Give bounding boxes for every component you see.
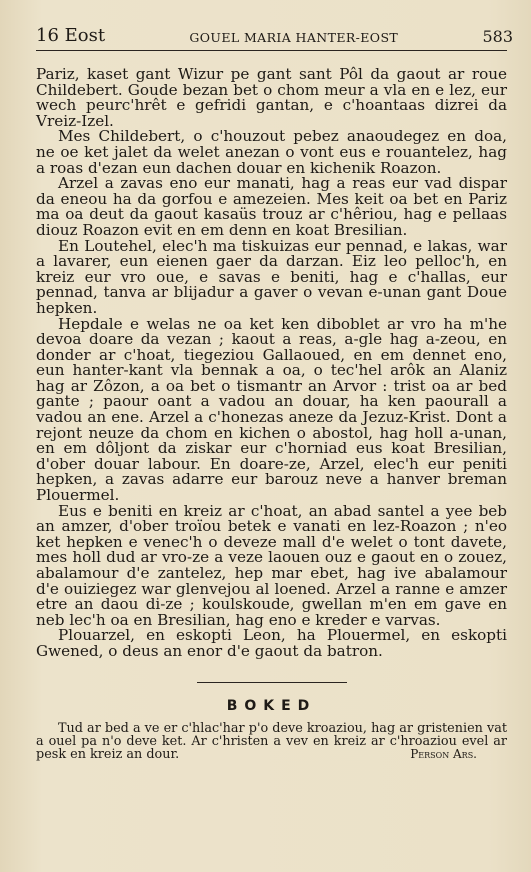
header-date: 16 Eost: [36, 25, 106, 46]
page-header: [36, 18, 513, 51]
article-body: [36, 67, 507, 660]
paragraph-4: En Loutehel, elec'h ma tiskuizas eur pennad, e lakas, war a lavarer, eun eienen gaer da darzan. Eiz leo pelloc'h, en kreiz eur vro oue, e savas e beniti, hag e c'hallas, eur pennad, tanva ar blijadur a gaver o vevan e-unan gant Doue hepken.: [36, 236, 507, 317]
paragraph-7: Plouarzel, en eskopti Leon, ha Plouermel, en eskopti Gwened, o deus an enor d'e gaout da batron.: [36, 626, 507, 660]
boked-quote-text: Tud ar bed a ve er c'hlac'har p'o deve kroaziou, hag ar gristenien vat a ouel pa n'o deve ket. Ar c'hristen a vev en kreiz ar c'hroaziou evel ar pesk en kreiz an dour.: [36, 720, 507, 763]
paragraph-5: Hepdale e welas ne oa ket ken diboblet ar vro ha m'he devoa doare da vezan ; kaout a reas, a-gle hag a-zeou, en donder ar c'hoat, tiegeziou Gallaoued, en em dennet eno, eun hanter-kant vla bennak a oa, o tec'hel arôk an Alaniz hag ar Zôzon, a oa bet o tismantr an Arvor : trist oa ar bed gante ; paour oant a vadou an douar, ha ken paourall a vadou an ene. Arzel a c'honezas aneze da Jezuz-Krist. Dont a rejont neuze da chom en kichen o abostol, hag holl a-unan, en em dôljont da ziskar eur c'horniad eus koat Bresilian, d'ober douar labour. En doare-ze, Arzel, elec'h eur peniti hepken, a zavas adarre eur barouz neve a hanver breman Plouermel.: [36, 314, 507, 505]
boked-signature: Person Ars.: [410, 747, 477, 762]
paragraph-1: Pariz, kaset gant Wizur pe gant sant Pôl da gaout ar roue Childebert. Goude bezan bet o chom meur a vla en e lez, eur wech peurc'hrêt e gefridi gantan, e c'hoantaas dizrei da Vreiz-Izel.: [36, 65, 507, 130]
header-title: GOUEL MARIA HANTER-EOST: [189, 30, 399, 45]
page-number: 583: [482, 27, 513, 46]
divider-rule: [197, 682, 347, 696]
paragraph-6: Eus e beniti en kreiz ar c'hoat, an abad santel a yee beb an amzer, d'ober troïou betek e vanati en lez-Roazon ; n'eo ket hepken e venec'h o deveze mall d'e welet o tont davete, mes holl dud ar vro-ze a veze laouen ouz e gaout en o zouez, abalamour d'e zantelez, hep mar ebet, hag ive abalamour d'e ouiziegez war glenvejou al loened. Arzel a ranne e amzer etre an daou di-ze ; koulskoude, gwellan m'en em gave en neb lec'h oa en Bresilian, hag eno e kreder e varvas.: [36, 501, 507, 629]
section-divider: [36, 682, 507, 696]
paragraph-2: Mes Childebert, o c'houzout pebez anaoudegez en doa, ne oe ket jalet da welet anezan o vont eus e rouantelez, hag a roas d'ezan eun dachen douar en kichenik Roazon.: [36, 127, 507, 177]
boked-heading: BOKED: [226, 697, 317, 714]
boked-quote: [36, 722, 507, 762]
paragraph-3: Arzel a zavas eno eur manati, hag a reas eur vad dispar da eneou ha da gorfou e amezeien. Mes keit oa bet en Pariz ma oa deut da gaout kasaüs trouz ar c'hêriou, hag e pellaas diouz Roazon evit en em denn en koat Bresilian.: [36, 174, 507, 239]
